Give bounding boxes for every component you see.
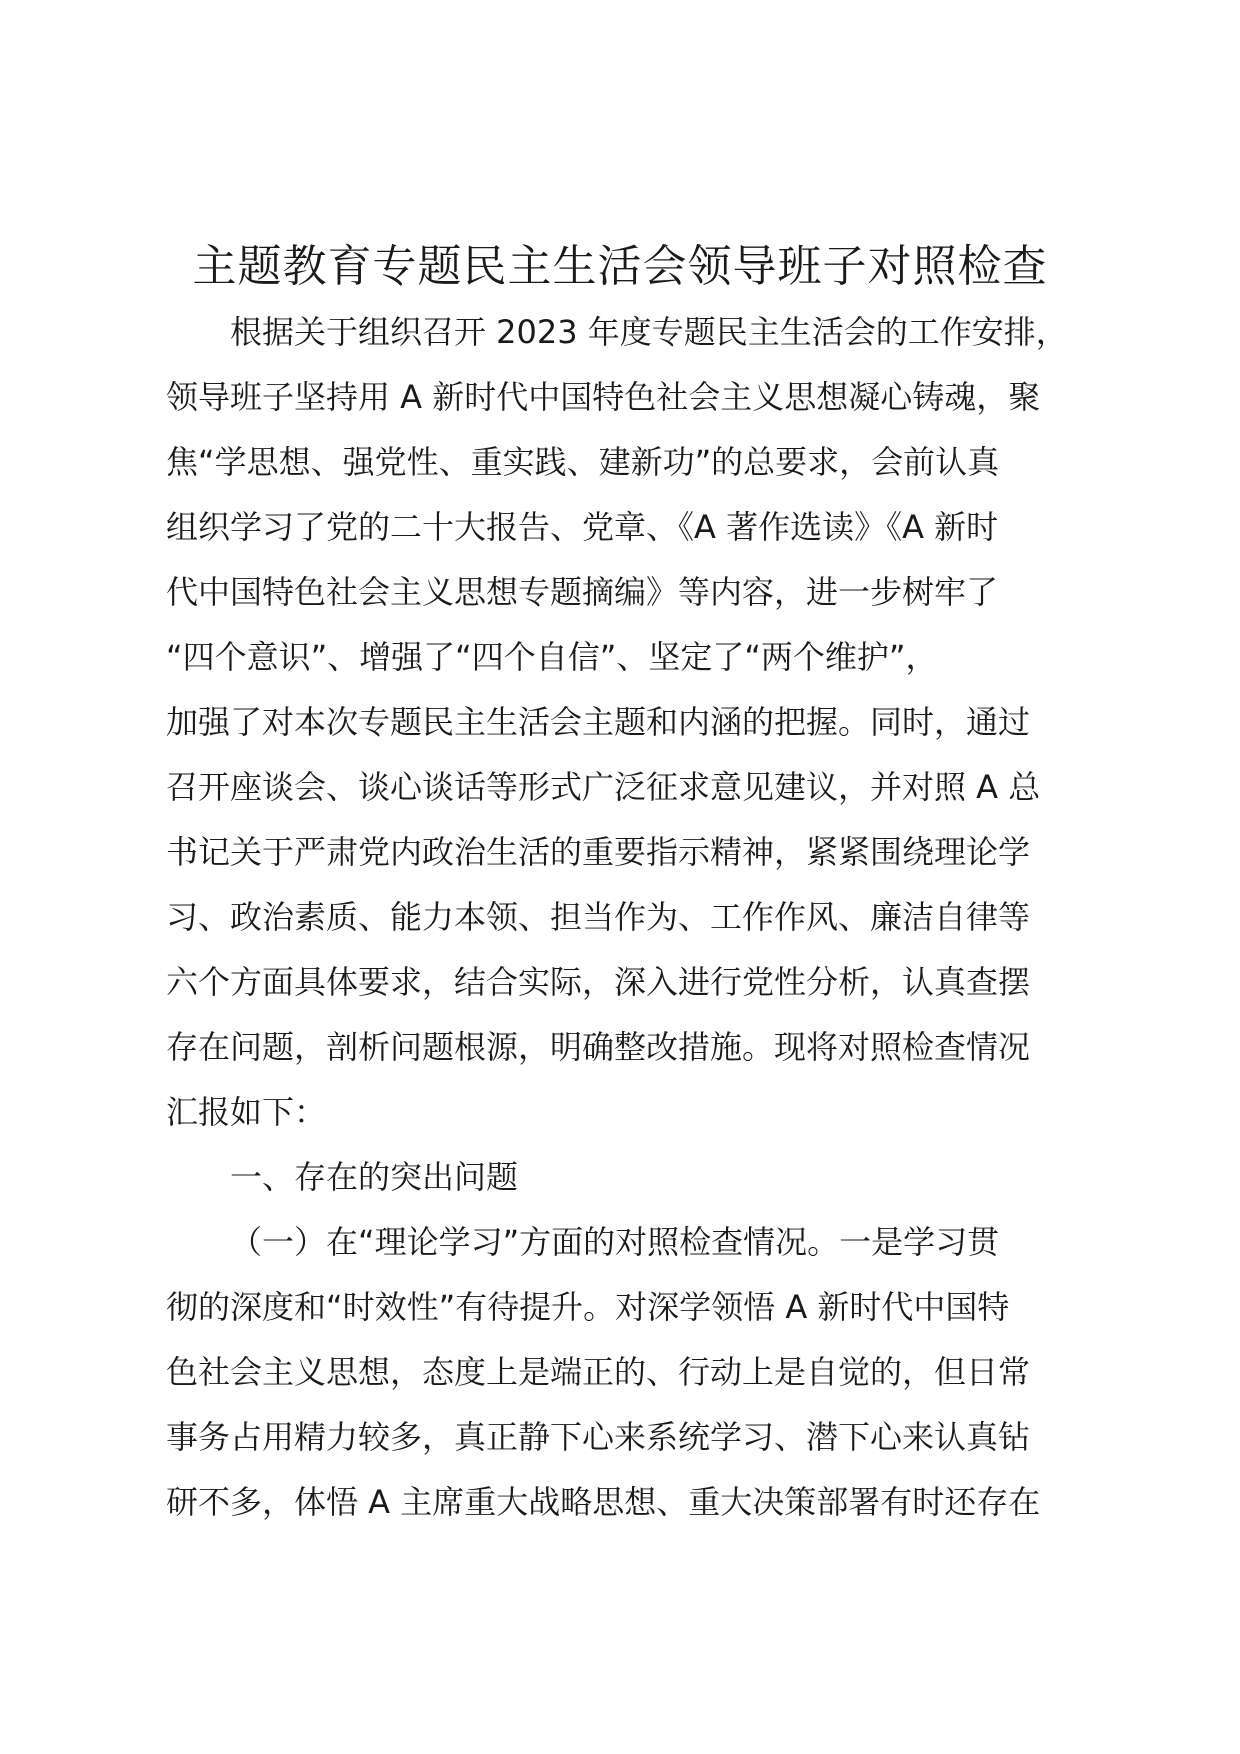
text-line: 彻的深度和“时效性”有待提升。对深学领悟 A 新时代中国特 [166, 1288, 1010, 1326]
document-title: 主题教育专题民主生活会领导班子对照检查 [192, 241, 1048, 292]
text-line: 召开座谈会、谈心谈话等形式广泛征求意见建议，并对照 A 总 [166, 768, 1041, 806]
text-line: 色社会主义思想，态度上是端正的、行动上是自觉的，但日常 [166, 1353, 1031, 1391]
text-line: 根据关于组织召开 2023 年度专题民主生活会的工作安排， [230, 313, 1068, 351]
text-line: 习、政治素质、能力本领、担当作为、工作作风、廉洁自律等 [166, 898, 1031, 936]
text-line: 加强了对本次专题民主生活会主题和内涵的把握。同时，通过 [166, 703, 1031, 741]
text-line: 事务占用精力较多，真正静下心来系统学习、潜下心来认真钻 [166, 1418, 1031, 1456]
text-line: 焦“学思想、强党性、重实践、建新功”的总要求，会前认真 [166, 443, 1000, 481]
text-line: 研不多，体悟 A 主席重大战略思想、重大决策部署有时还存在 [166, 1483, 1041, 1521]
text-line: 组织学习了党的二十大报告、党章、《A 著作选读》《A 新时 [166, 508, 999, 546]
text-line: 领导班子坚持用 A 新时代中国特色社会主义思想凝心铸魂，聚 [166, 378, 1041, 416]
text-line: 六个方面具体要求，结合实际，深入进行党性分析，认真查摆 [166, 963, 1031, 1001]
text-line: 汇报如下： [166, 1093, 327, 1131]
text-line: 代中国特色社会主义思想专题摘编》等内容，进一步树牢了 [166, 573, 999, 611]
text-line: 书记关于严肃党内政治生活的重要指示精神，紧紧围绕理论学 [166, 833, 1031, 871]
document-body [166, 300, 1090, 1535]
subsection-paragraph-start: （一）在“理论学习”方面的对照检查情况。一是学习贯 [230, 1223, 1000, 1261]
text-line: “四个意识”、增强了“四个自信”、坚定了“两个维护”， [166, 638, 938, 676]
text-line: 存在问题，剖析问题根源，明确整改措施。现将对照检查情况 [166, 1028, 1031, 1066]
section-heading: 一、存在的突出问题 [230, 1158, 519, 1196]
